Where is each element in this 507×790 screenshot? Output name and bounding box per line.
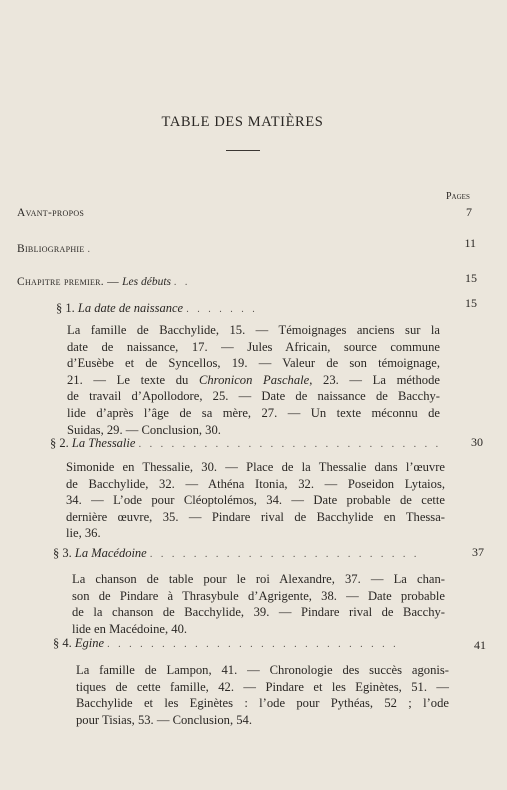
- summary-line: de Bacchylide, 32. — Athéna Itonia, 32. — Poseidon Lytaios,: [66, 476, 445, 491]
- entry-page-number: 15: [465, 271, 477, 285]
- entry-page-number: 11: [464, 236, 476, 250]
- title-rule: [226, 150, 260, 151]
- entry-chapitre-premier: [17, 276, 190, 288]
- summary-line: La famille de Lampon, 41. — Chronologie des succès agonis-: [76, 663, 449, 677]
- section-page-number: 37: [472, 545, 484, 559]
- section-page-number: 41: [474, 638, 486, 652]
- summary-line: date de naissance, 17. — Jules Africain, source commune: [67, 339, 440, 354]
- entry-avant-propos: [17, 207, 84, 219]
- section-summary: [76, 662, 449, 728]
- leader-dots: . .: [173, 277, 191, 288]
- summary-line: de la chanson de Bacchylide, 39. — Pindare rival de Bacchy-: [72, 605, 445, 620]
- section-title: La date de naissance: [77, 301, 184, 315]
- summary-line: Simonide en Thessalie, 30. — Place de la Thessalie dans l’œuvre: [66, 460, 445, 474]
- entry-label-italic: Les débuts: [122, 276, 171, 288]
- summary-line: son de Pindare à Thrasybule d’Agrigente, 38. — Date probable: [72, 588, 445, 603]
- section-title: La Thessalie: [71, 436, 136, 450]
- section-heading: [53, 546, 419, 561]
- section-marker: § 2.: [50, 436, 69, 450]
- leader-dots: . . . . . . .: [186, 304, 258, 315]
- entry-label: Chapitre premier. —: [17, 276, 123, 288]
- summary-line: de travail d’Apollodore, 25. — Date de naissance de Bacchy-: [67, 389, 440, 404]
- summary-line: d’Eusèbe et de Syncellos, 19. — Valeur de son témoignage,: [67, 356, 440, 371]
- section-marker: § 1.: [56, 301, 75, 315]
- summary-line: dernière œuvre, 35. — Pindare rival de Bacchylide en Thessa-: [66, 509, 445, 524]
- section-title: Egine: [74, 636, 105, 650]
- leader-dots: .: [87, 244, 93, 255]
- page-title: TABLE DES MATIÈRES: [161, 114, 324, 130]
- summary-line: pour Tisias, 53. — Conclusion, 54.: [76, 712, 252, 727]
- entry-bibliographie: [17, 243, 93, 255]
- entry-label: Bibliographie: [17, 243, 85, 255]
- leader-dots: . . . . . . . . . . . . . . . . . . . . . . . . . . . .: [138, 439, 442, 450]
- section-summary: [72, 571, 445, 637]
- entry-page-number: 7: [466, 205, 472, 219]
- summary-line: Bacchylide et les Eginètes : l’ode pour Pythéas, 52 ; l’ode: [76, 696, 449, 711]
- summary-line: lide d’après l’âge de sa mère, 27. — Un texte méconnu de: [67, 405, 440, 420]
- section-heading: [56, 301, 258, 316]
- section-title: La Macédoine: [74, 546, 147, 560]
- section-page-number: 15: [465, 296, 477, 310]
- section-marker: § 3.: [53, 546, 72, 560]
- summary-line: tiques de cette famille, 42. — Pindare et les Eginètes, 51. —: [76, 679, 449, 694]
- summary-line: La famille de Bacchylide, 15. — Témoignages anciens sur la: [67, 323, 440, 337]
- pages-column-header: Pages: [446, 191, 470, 202]
- summary-line: 34. — L’ode pour Cléoptolémos, 34. — Date probable de cette: [66, 493, 445, 508]
- leader-dots: . . . . . . . . . . . . . . . . . . . . . . . . . . .: [107, 639, 399, 650]
- section-heading: [53, 636, 399, 651]
- section-marker: § 4.: [53, 636, 72, 650]
- summary-line: 21. — Le texte du Chronicon Paschale, 23. — La méthode: [67, 372, 440, 387]
- section-heading: [50, 436, 441, 451]
- section-page-number: 30: [471, 435, 483, 449]
- leader-dots: . . . . . . . . . . . . . . . . . . . . . . . . .: [149, 549, 420, 560]
- summary-line: La chanson de table pour le roi Alexandre, 37. — La chan-: [72, 572, 445, 586]
- summary-line: lide en Macédoine, 40.: [72, 621, 188, 636]
- section-summary: [66, 459, 445, 542]
- section-summary: [67, 322, 440, 438]
- summary-line: Suidas, 29. — Conclusion, 30.: [67, 422, 221, 437]
- summary-line: lie, 36.: [66, 526, 101, 541]
- entry-label: Avant-propos: [17, 207, 85, 219]
